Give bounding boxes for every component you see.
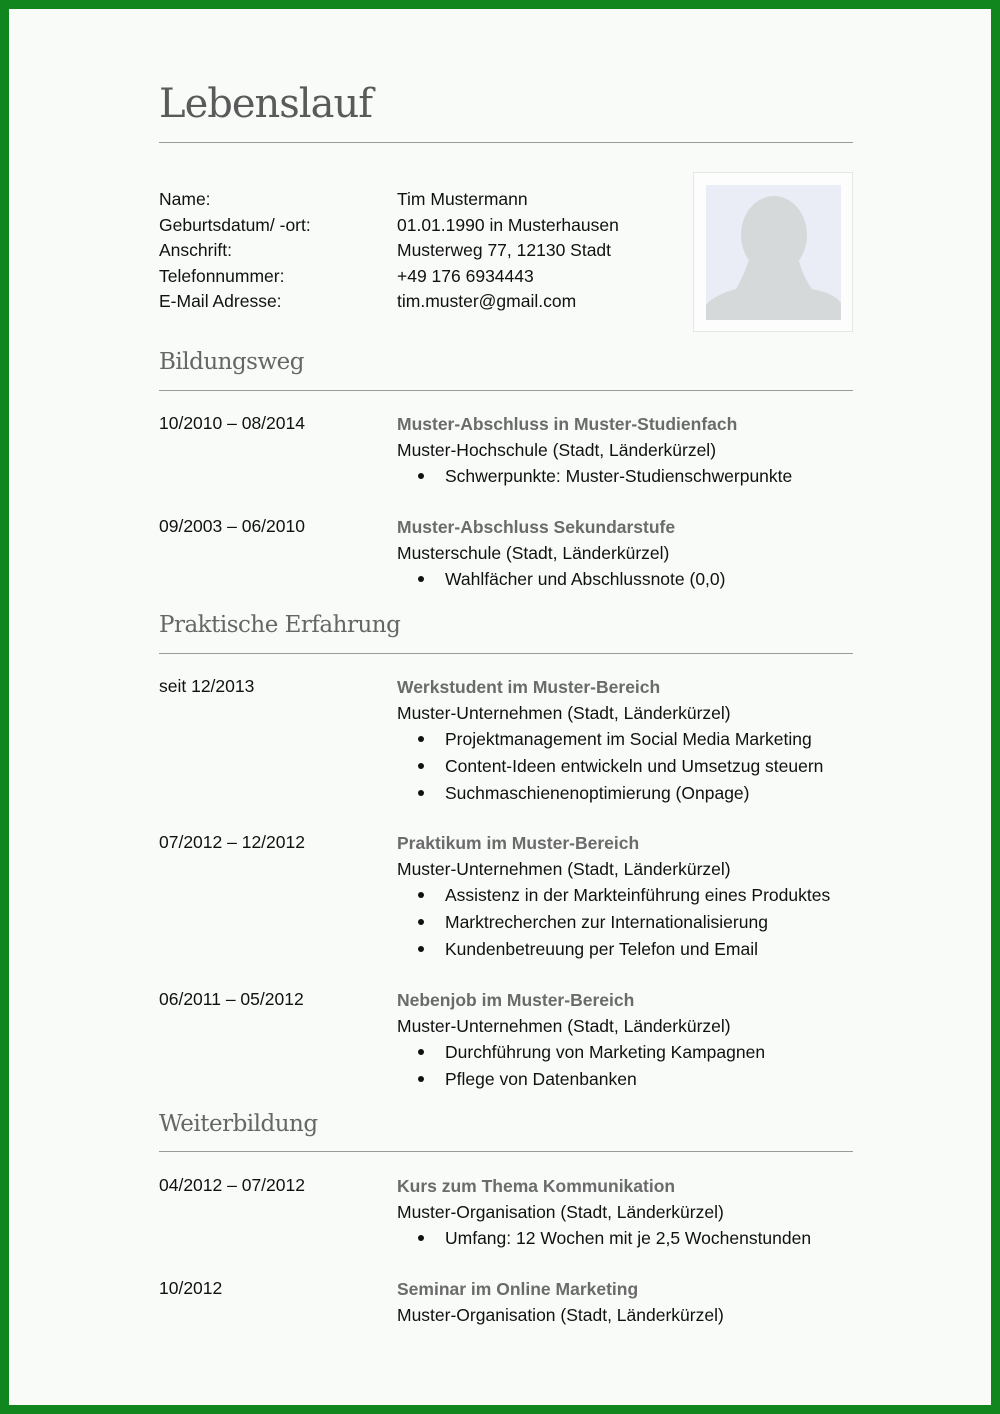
list-item: Suchmaschienenoptimierung (Onpage) <box>397 782 857 809</box>
list-item: Projektmanagement im Social Media Marketing <box>397 728 857 755</box>
entry-date: 07/2012 – 12/2012 <box>159 832 305 852</box>
list-item: Kundenbetreuung per Telefon und Email <box>397 938 857 965</box>
entry-title: Nebenjob im Muster-Bereich <box>397 990 635 1010</box>
list-item: Durchführung von Marketing Kampagnen <box>397 1041 857 1068</box>
entry-title: Werkstudent im Muster-Bereich <box>397 677 661 697</box>
entry-date: 06/2011 – 05/2012 <box>159 989 304 1009</box>
entry-date: seit 12/2013 <box>159 676 255 696</box>
bullet-icon <box>418 1076 424 1082</box>
list-item: Content-Ideen entwickeln und Umsetzug steuern <box>397 755 857 782</box>
list-item: Marktrecherchen zur Internationalisierung <box>397 911 857 938</box>
section-divider <box>159 653 853 654</box>
document-title: Lebenslauf <box>159 81 373 127</box>
entry-date: 10/2010 – 08/2014 <box>159 413 305 433</box>
entry-organization: Muster-Organisation (Stadt, Länderkürzel) <box>397 1305 724 1325</box>
personal-row-name <box>159 189 679 215</box>
bullet-icon <box>418 1235 424 1241</box>
personal-label: Geburtsdatum/ -ort: <box>159 214 311 235</box>
entry-title: Kurs zum Thema Kommunikation <box>397 1176 676 1196</box>
entry-title: Muster-Abschluss in Muster-Studienfach <box>397 414 738 434</box>
entry-organization: Muster-Unternehmen (Stadt, Länderkürzel) <box>397 1016 731 1036</box>
list-item: Schwerpunkte: Muster-Studienschwerpunkte <box>397 465 857 492</box>
section-divider <box>159 1151 853 1152</box>
entry-organization: Musterschule (Stadt, Länderkürzel) <box>397 543 670 563</box>
bullet-icon <box>418 892 424 898</box>
entry-organization: Muster-Hochschule (Stadt, Länderkürzel) <box>397 440 717 460</box>
personal-value: +49 176 6934443 <box>397 265 534 286</box>
entry-title: Muster-Abschluss Sekundarstufe <box>397 517 676 537</box>
personal-label: Telefonnummer: <box>159 265 285 286</box>
bullet-icon <box>418 736 424 742</box>
entry-date: 04/2012 – 07/2012 <box>159 1175 305 1195</box>
entry-title: Seminar im Online Marketing <box>397 1279 639 1299</box>
bullet-icon <box>418 1049 424 1055</box>
personal-row-phone <box>159 266 679 292</box>
entry-organization: Muster-Organisation (Stadt, Länderkürzel) <box>397 1202 724 1222</box>
personal-info <box>159 189 679 317</box>
personal-row-email <box>159 291 679 317</box>
section-title-training: Weiterbildung <box>159 1111 318 1137</box>
entry-date: 09/2003 – 06/2010 <box>159 516 305 536</box>
bullet-icon <box>418 790 424 796</box>
bullet-icon <box>418 763 424 769</box>
title-divider <box>159 142 853 143</box>
personal-label: Anschrift: <box>159 240 232 261</box>
personal-value: Musterweg 77, 12130 Stadt <box>397 240 612 261</box>
section-divider <box>159 390 853 391</box>
personal-row-address <box>159 240 679 266</box>
bullet-icon <box>418 473 424 479</box>
bullet-icon <box>418 919 424 925</box>
personal-value: Tim Mustermann <box>397 189 528 209</box>
photo-frame <box>693 172 853 332</box>
entry-organization: Muster-Unternehmen (Stadt, Länderkürzel) <box>397 703 731 723</box>
list-item: Pflege von Datenbanken <box>397 1068 857 1095</box>
entry-organization: Muster-Unternehmen (Stadt, Länderkürzel) <box>397 859 731 879</box>
list-item: Umfang: 12 Wochen mit je 2,5 Wochenstunden <box>397 1227 857 1254</box>
personal-label: Name: <box>159 189 211 209</box>
entry-title: Praktikum im Muster-Bereich <box>397 833 640 853</box>
personal-row-birth <box>159 215 679 241</box>
bullet-icon <box>418 576 424 582</box>
section-title-experience: Praktische Erfahrung <box>159 612 401 638</box>
list-item: Wahlfächer und Abschlussnote (0,0) <box>397 568 857 595</box>
entry-date: 10/2012 <box>159 1278 223 1298</box>
bullet-icon <box>418 946 424 952</box>
personal-value: 01.01.1990 in Musterhausen <box>397 214 619 235</box>
personal-label: E-Mail Adresse: <box>159 291 282 312</box>
list-item: Assistenz in der Markteinführung eines Produktes <box>397 884 857 911</box>
section-title-education: Bildungsweg <box>159 349 305 375</box>
personal-value: tim.muster@gmail.com <box>397 291 577 312</box>
profile-photo-placeholder <box>706 185 841 320</box>
person-silhouette-icon <box>706 185 841 320</box>
